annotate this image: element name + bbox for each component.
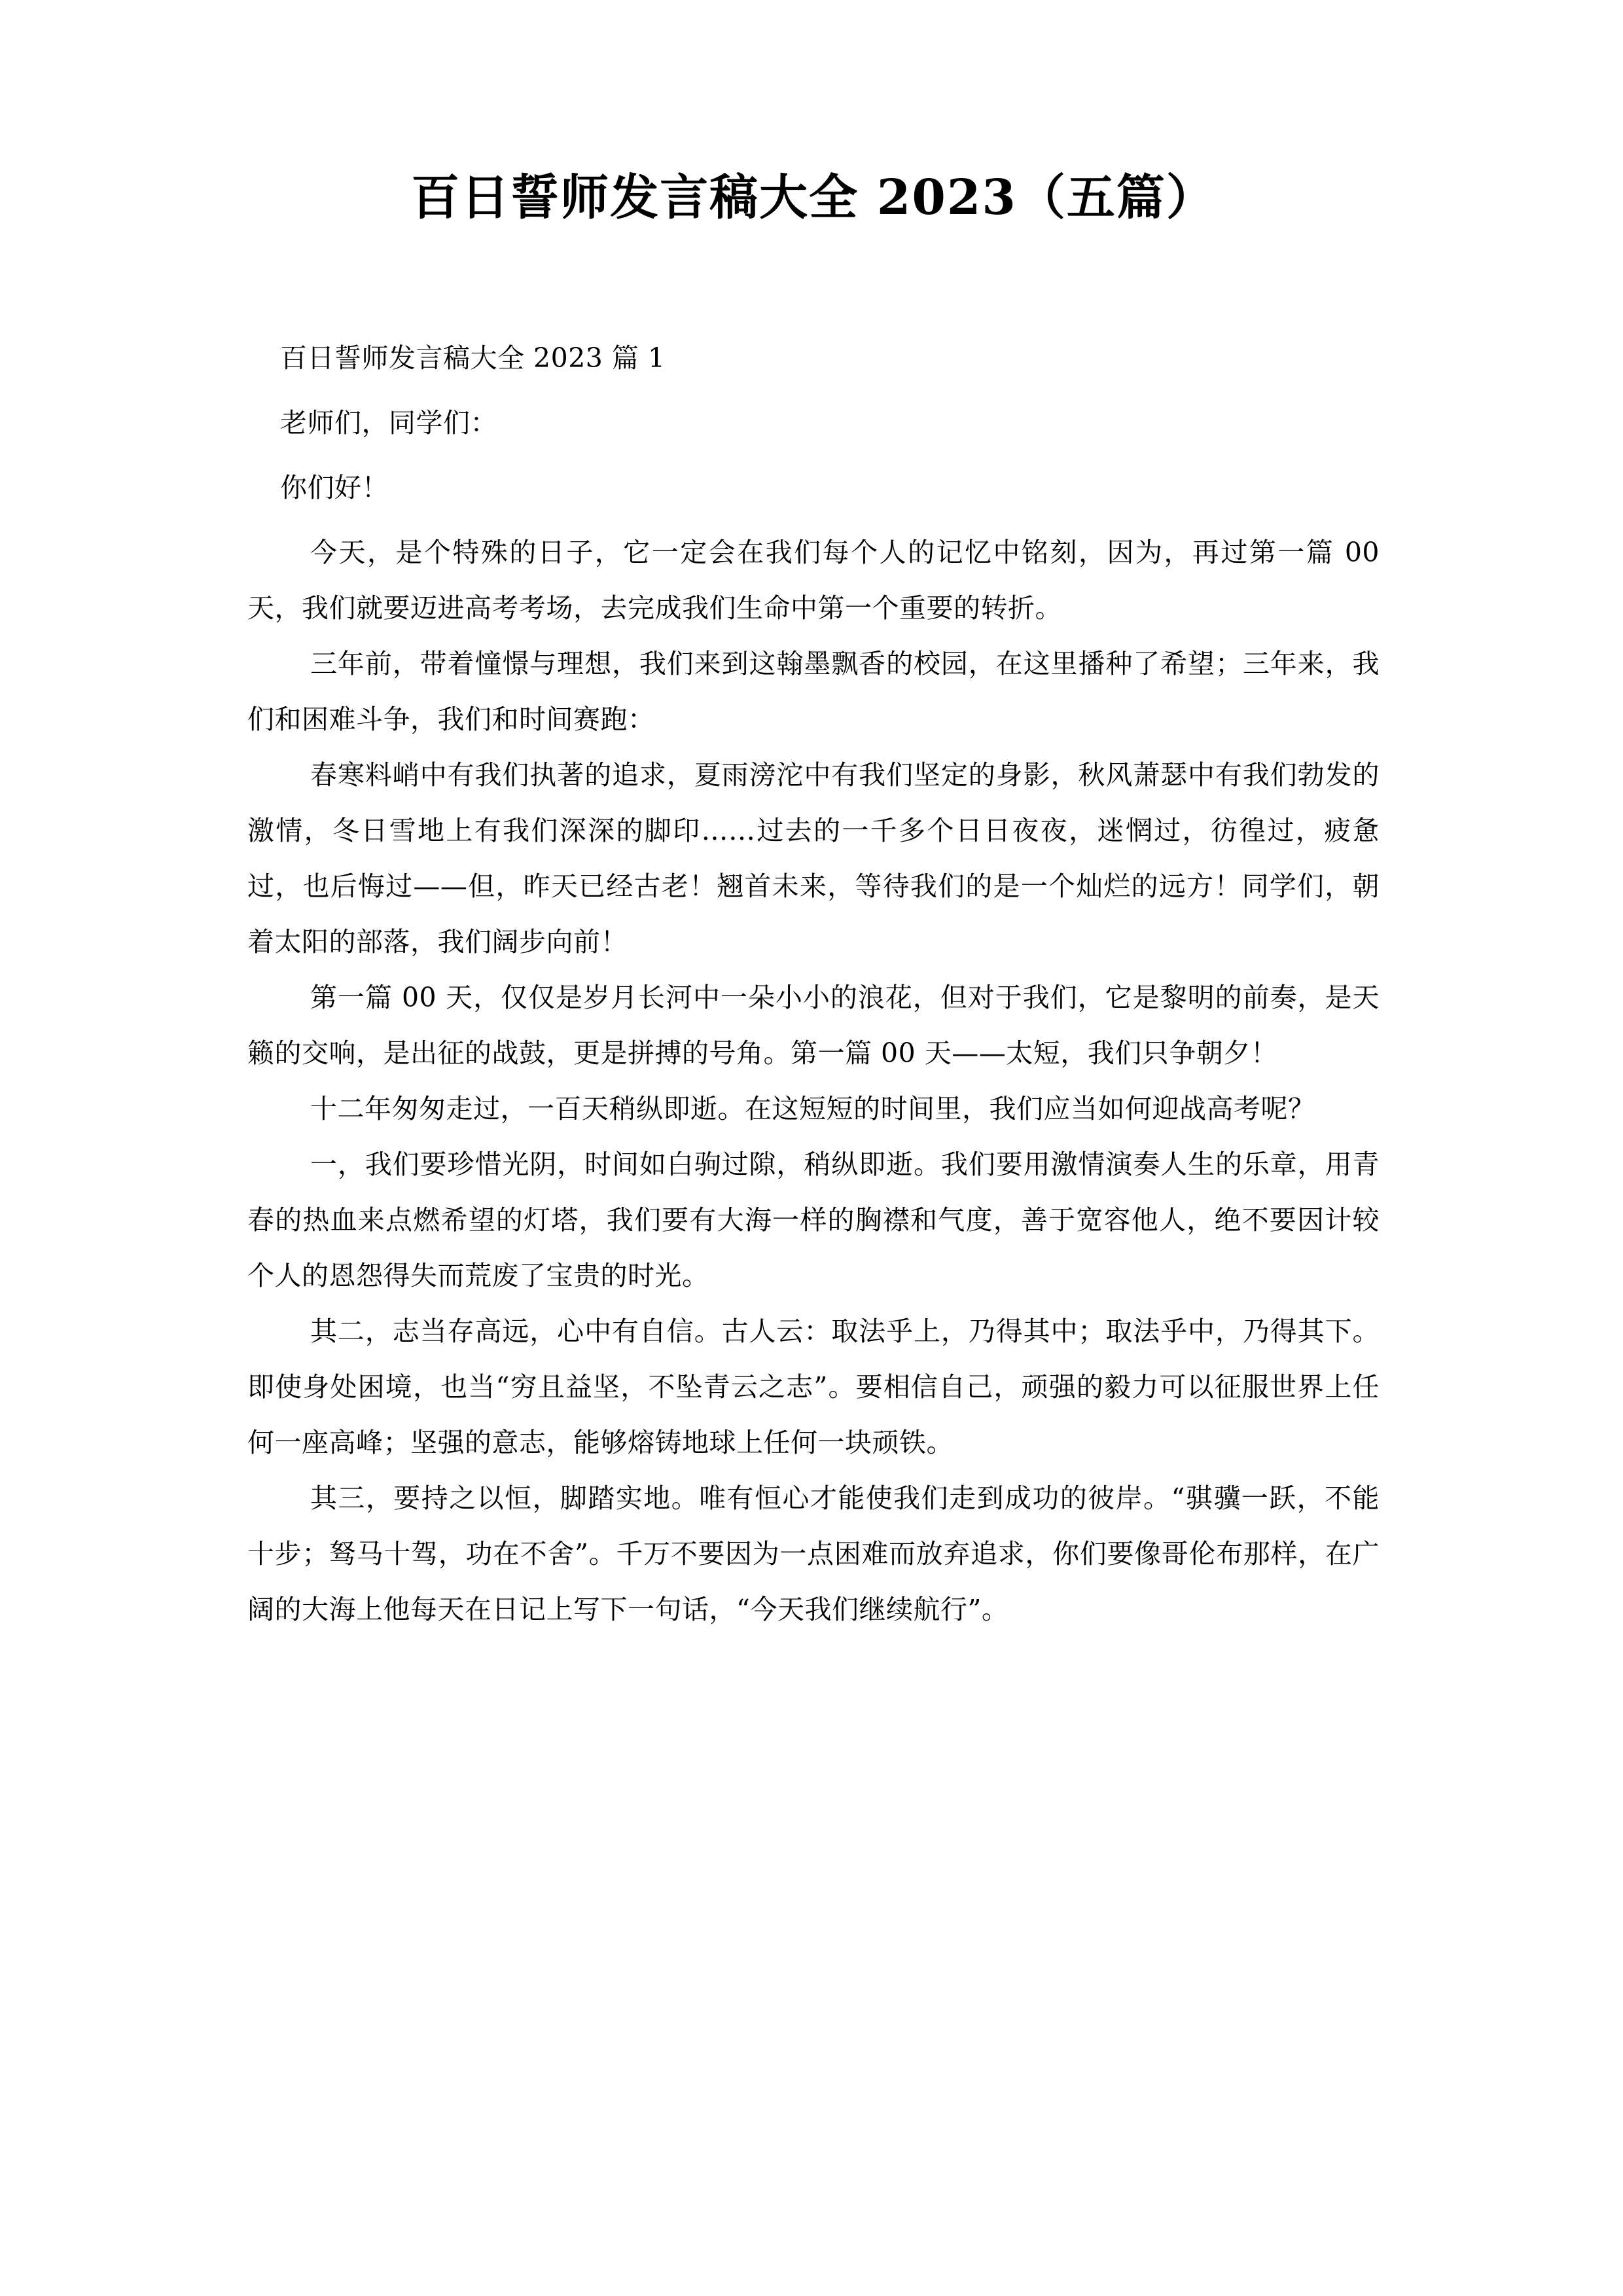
article-heading-line: 百日誓师发言稿大全 2023 篇 1: [280, 342, 666, 374]
document-body: [247, 331, 1380, 1638]
body-paragraph: 三年前，带着憧憬与理想，我们来到这翰墨飘香的校园，在这里播种了希望；三年来，我们和困难斗争，我们和时间赛跑：: [247, 648, 1380, 735]
spacer: [247, 386, 1380, 395]
body-paragraph: 春寒料峭中有我们执著的追求，夏雨滂沱中有我们坚定的身影，秋风萧瑟中有我们勃发的激情，冬日雪地上有我们深深的脚印……过去的一千多个日日夜夜，迷惘过，彷徨过，疲惫过，也后悔过——但，昨天已经古老！翘首未来，等待我们的是一个灿烂的远方！同学们，朝着太阳的部落，我们阔步向前！: [247, 759, 1380, 958]
body-paragraph: 第一篇 00 天，仅仅是岁月长河中一朵小小的浪花，但对于我们，它是黎明的前奏，是天籁的交响，是出征的战鼓，更是拼搏的号角。第一篇 00 天——太短，我们只争朝夕！: [247, 982, 1380, 1069]
body-paragraph: 其二，志当存高远，心中有自信。古人云：取法乎上，乃得其中；取法乎中，乃得其下。即使身处困境，也当“穷且益坚，不坠青云之志”。要相信自己，顽强的毅力可以征服世界上任何一座高峰；坚强的意志，能够熔铸地球上任何一块顽铁。: [247, 1316, 1380, 1458]
body-paragraph: 其三，要持之以恒，脚踏实地。唯有恒心才能使我们走到成功的彼岸。“骐骥一跃，不能十步；驽马十驾，功在不舍”。千万不要因为一点困难而放弃追求，你们要像哥伦布那样，在广阔的大海上他每天在日记上写下一句话，“今天我们继续航行”。: [247, 1482, 1380, 1625]
page-title: 百日誓师发言稿大全 2023（五篇）: [411, 170, 1216, 226]
greeting-line: 你们好！: [280, 472, 389, 503]
salutation-line: 老师们，同学们：: [280, 407, 497, 439]
spacer: [247, 451, 1380, 460]
spacer: [247, 516, 1380, 525]
body-paragraph: 十二年匆匆走过，一百天稍纵即逝。在这短短的时间里，我们应当如何迎战高考呢？: [310, 1093, 1315, 1124]
body-paragraph: 今天，是个特殊的日子，它一定会在我们每个人的记忆中铭刻，因为，再过第一篇 00 天，我们就要迈进高考考场，去完成我们生命中第一个重要的转折。: [247, 537, 1380, 624]
body-paragraph: 一，我们要珍惜光阴，时间如白驹过隙，稍纵即逝。我们要用激情演奏人生的乐章，用青春的热血来点燃希望的灯塔，我们要有大海一样的胸襟和气度，善于宽容他人，绝不要因计较个人的恩怨得失而荒废了宝贵的时光。: [247, 1149, 1380, 1291]
